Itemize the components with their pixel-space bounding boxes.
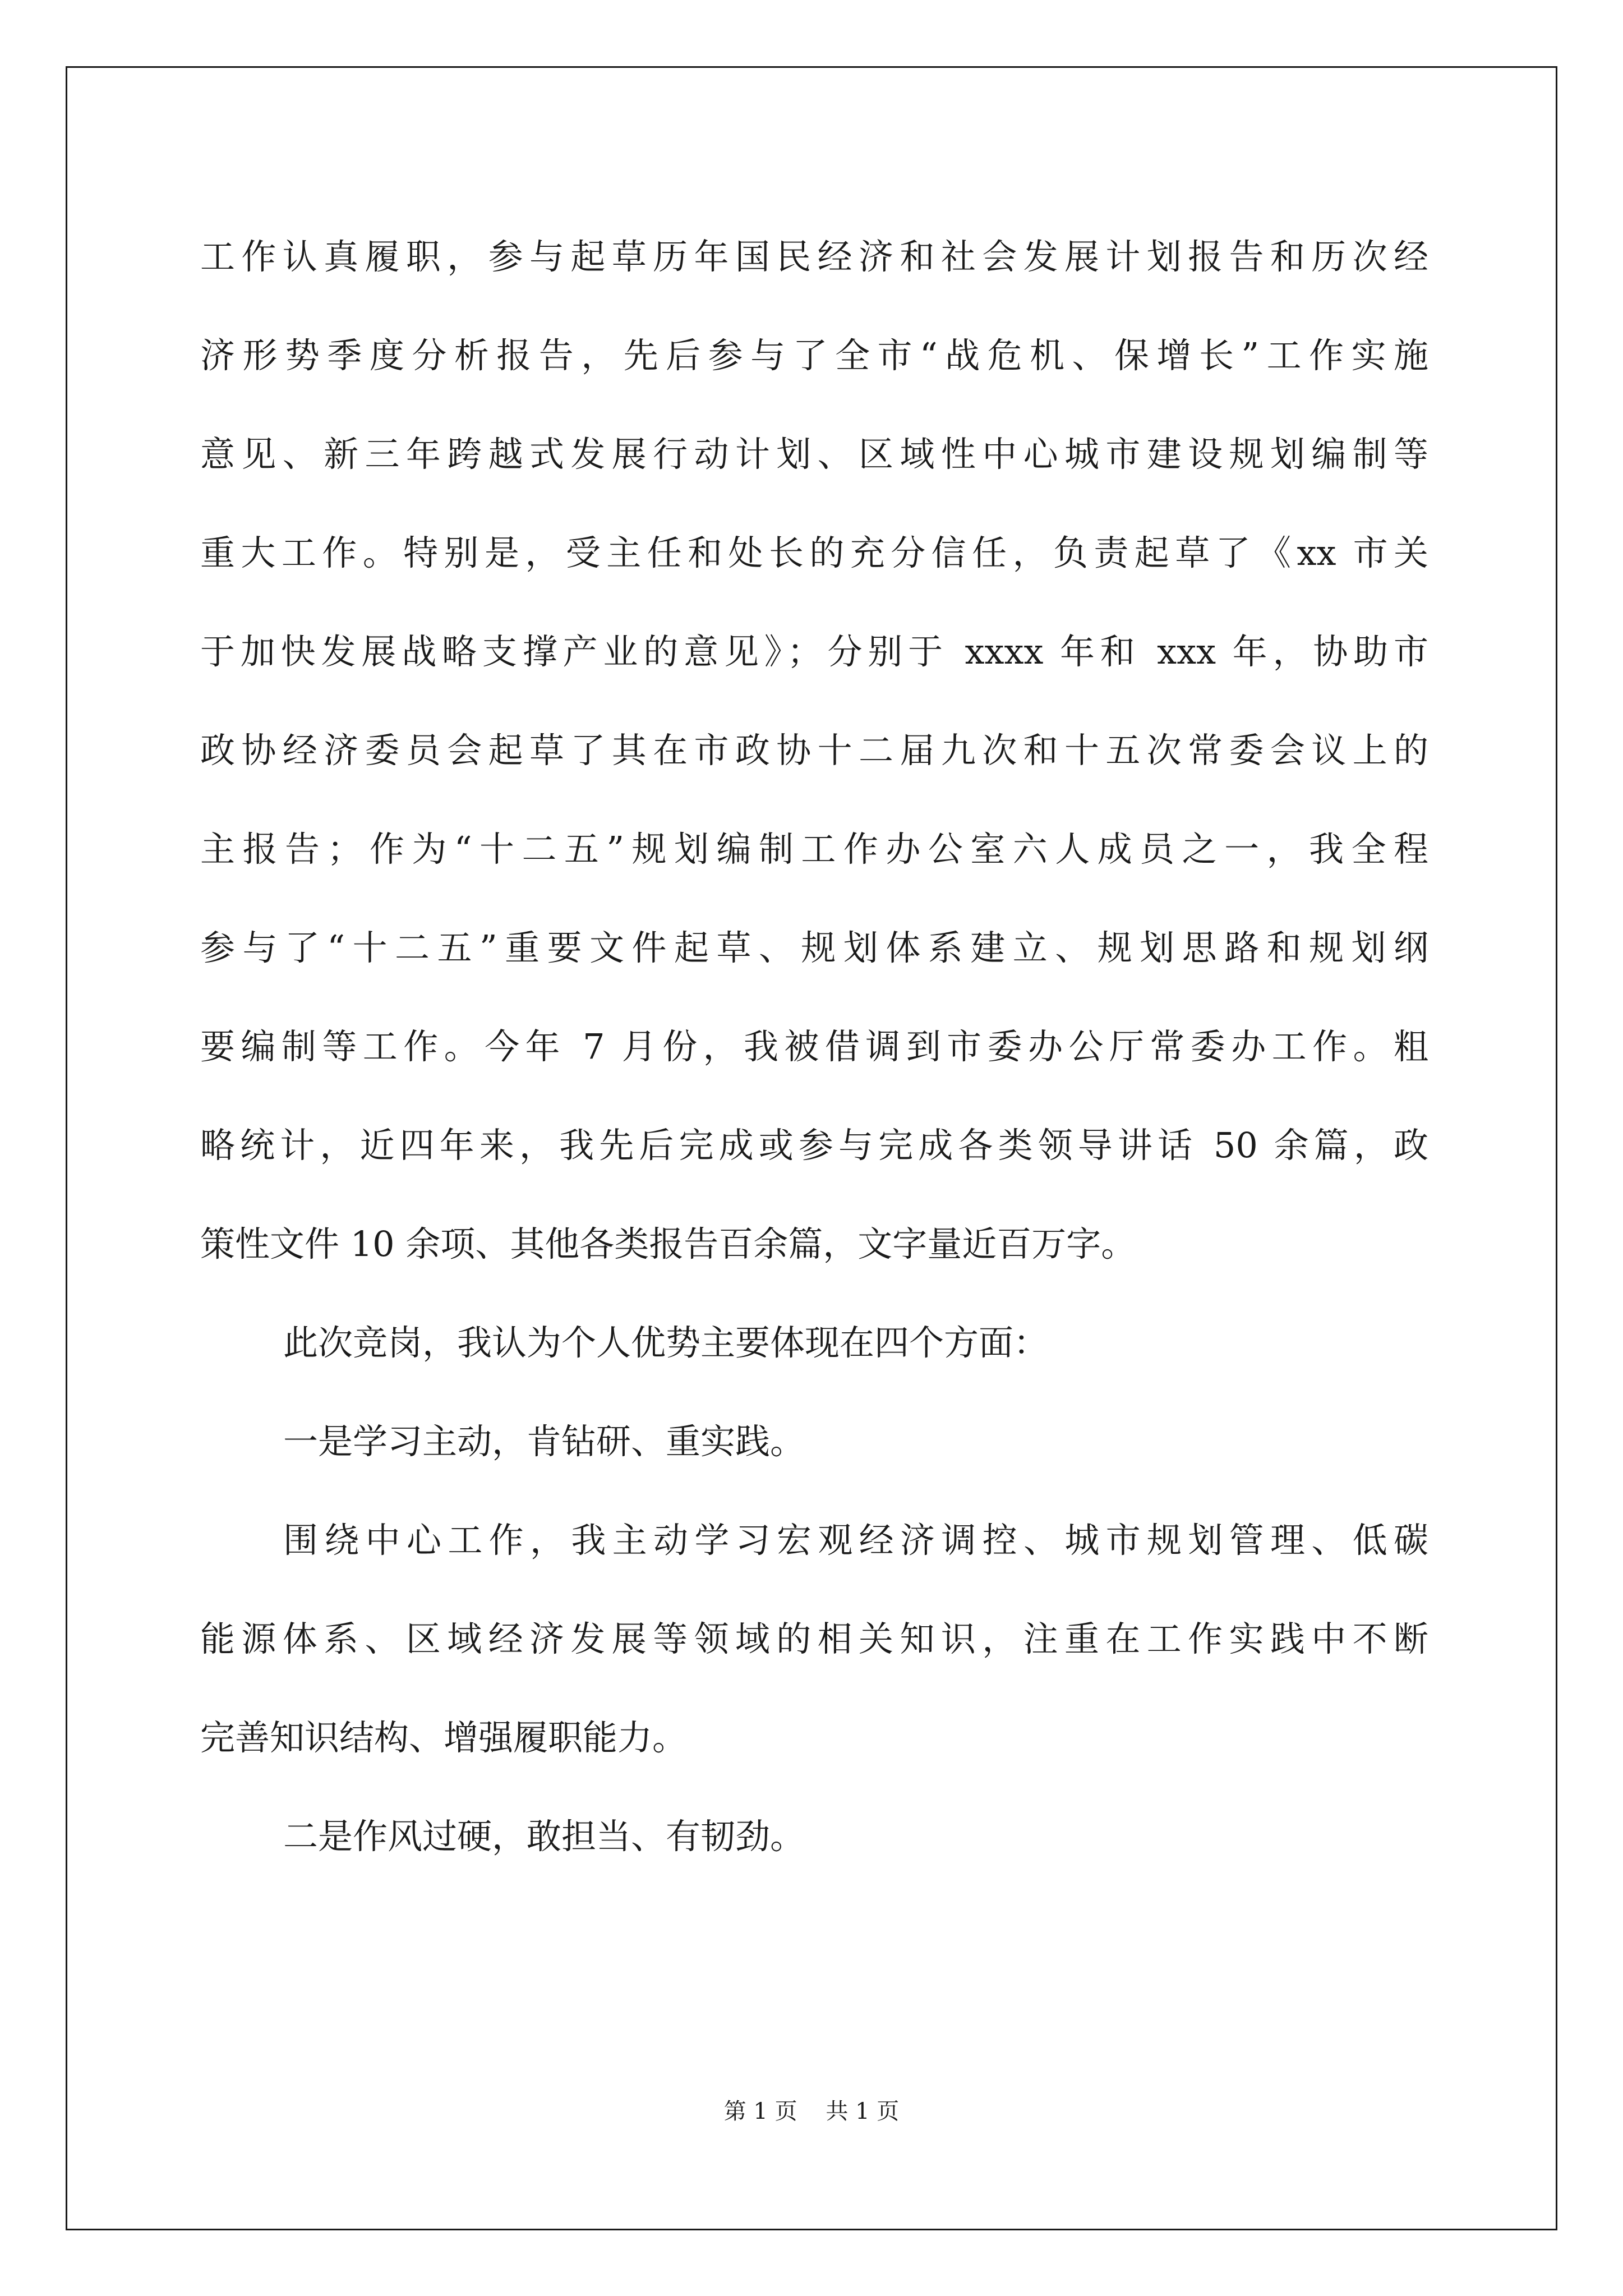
text-line: 工作认真履职，参与起草历年国民经济和社会发展计划报告和历次经	[200, 236, 1428, 277]
text-line: 意见、新三年跨越式发展行动计划、区域性中心城市建设规划编制等	[200, 434, 1428, 475]
text-line: 政协经济委员会起草了其在市政协十二届九次和十五次常委会议上的	[200, 730, 1428, 771]
paragraph-end-line: 策性文件 10 余项、其他各类报告百余篇，文字量近百万字。	[200, 1223, 1136, 1264]
page-footer: 第 1 页 共 1 页	[723, 2099, 900, 2124]
paragraph-end-line: 完善知识结构、增强履职能力。	[200, 1717, 688, 1758]
text-line: 能源体系、区域经济发展等领域的相关知识，注重在工作实践中不断	[200, 1618, 1428, 1659]
text-line: 要编制等工作。今年 7 月份，我被借调到市委办公厅常委办工作。粗	[200, 1026, 1428, 1067]
text-line: 重大工作。特别是，受主任和处长的充分信任，负责起草了《xx 市关	[200, 532, 1428, 573]
text-line: 主报告；作为“十二五”规划编制工作办公室六人成员之一，我全程	[200, 829, 1428, 869]
text-line: 济形势季度分析报告，先后参与了全市“战危机、保增长”工作实施	[200, 335, 1428, 376]
heading-line: 一是学习主动，肯钻研、重实践。	[283, 1421, 805, 1462]
paragraph-start-line: 围绕中心工作，我主动学习宏观经济调控、城市规划管理、低碳	[283, 1520, 1428, 1561]
text-line: 于加快发展战略支撑产业的意见》；分别于 xxxx 年和 xxx 年，协助市	[200, 631, 1428, 672]
paragraph-line: 此次竞岗，我认为个人优势主要体现在四个方面：	[283, 1322, 1049, 1363]
text-line: 略统计，近四年来，我先后完成或参与完成各类领导讲话 50 余篇，政	[200, 1125, 1428, 1166]
text-line: 参与了“十二五”重要文件起草、规划体系建立、规划思路和规划纲	[200, 927, 1428, 968]
document-body	[200, 208, 1428, 1886]
heading-line: 二是作风过硬，敢担当、有韧劲。	[283, 1816, 805, 1857]
